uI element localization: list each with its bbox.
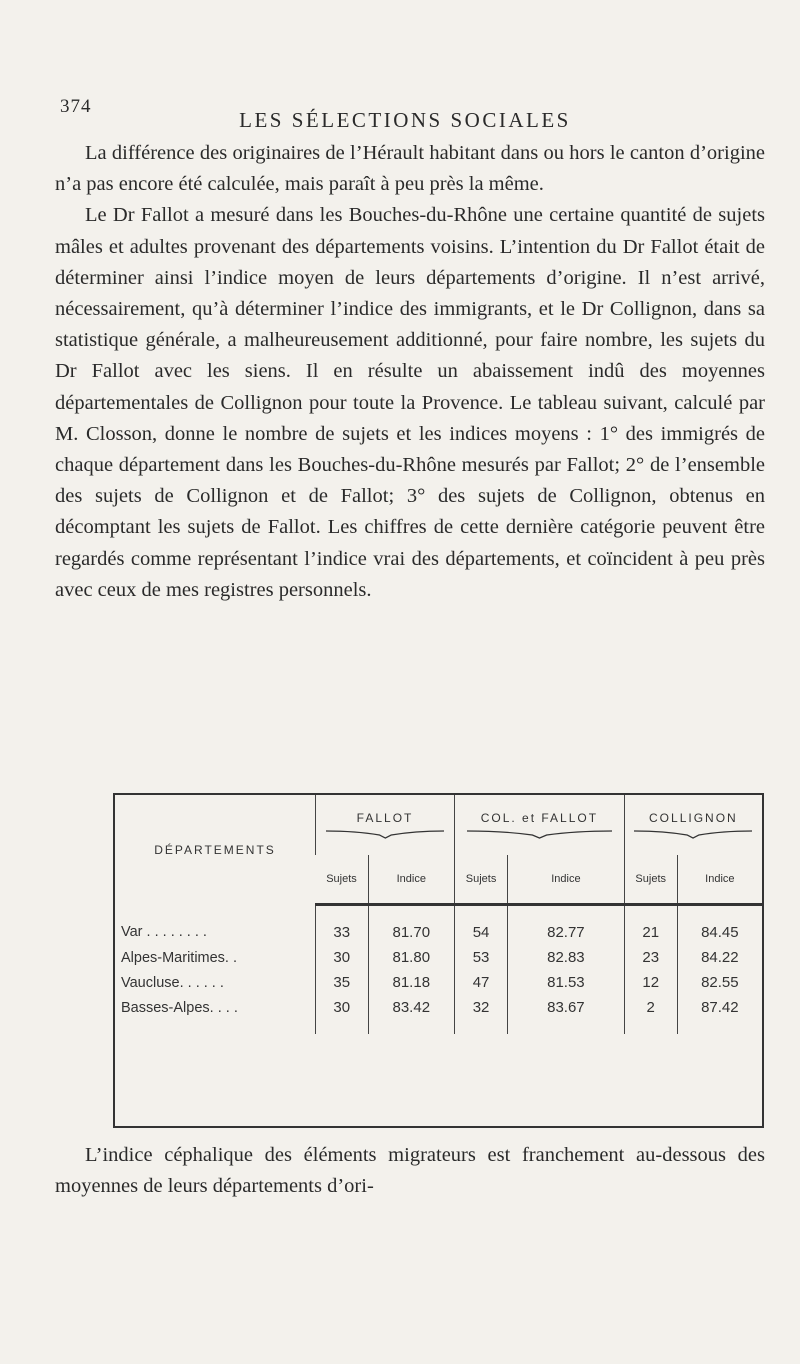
group-label: COLLIGNON	[649, 811, 738, 825]
cell: 53	[455, 945, 508, 970]
brace-icon	[467, 829, 612, 839]
cell: 83.67	[508, 995, 625, 1034]
paragraph-2: Le Dr Fallot a mesuré dans les Bouches-du-Rhône une certaine quantité de sujets mâles et adultes provenant des départements voisins. L’intention du Dr Fallot était de déterminer ainsi l’indice moyen de leurs départements d’origine. Il n’est arrivé, nécessairement, qu’à déterminer l’indice des immigrants, et le Dr Collignon, dans sa statistique générale, a malheureusement additionné, pour faire nombre, les sujets du Dr Fallot avec les siens. Il en résulte un abaissement indû des moyennes départementales de Collignon pour toute la Provence. Le tableau suivant, calculé par M. Closson, donne le nombre de sujets et les indices moyens : 1° des immigrés de chaque département dans les Bouches-du-Rhône mesurés par Fallot; 2° de l’ensemble des sujets de Collignon et de Fallot; 3° des sujets de Collignon, obtenus en décomptant les sujets de Fallot. Les chiffres de cette dernière catégorie peuvent être regardés comme représentant l’indice vrai des départements, et coïncident à peu près avec ceux de mes registres personnels.	[55, 204, 765, 601]
paragraph-3: L’indice céphalique des éléments migrateurs est franchement au-dessous des moyennes de leurs départements d’ori-	[55, 1144, 765, 1198]
group-header-col-fallot	[455, 795, 625, 855]
group-header-fallot	[316, 795, 455, 855]
subheader-indice: Indice	[508, 855, 625, 905]
table-row	[115, 905, 762, 946]
dept-name: Var . . . . . . . .	[121, 923, 207, 940]
cell: 82.55	[677, 970, 762, 995]
cell: 81.70	[368, 905, 455, 946]
page-header	[60, 96, 750, 132]
cell: 54	[455, 905, 508, 946]
brace-icon	[326, 829, 445, 839]
subheader-sujets: Sujets	[316, 855, 369, 905]
dept-name: Basses-Alpes. . . .	[121, 999, 238, 1016]
dept-header: DÉPARTEMENTS	[154, 842, 276, 857]
cell: 2	[624, 995, 677, 1034]
table-row	[115, 995, 762, 1034]
running-head: LES SÉLECTIONS SOCIALES	[239, 108, 571, 132]
subheader-sujets: Sujets	[624, 855, 677, 905]
cell: 82.83	[508, 945, 625, 970]
cell: 32	[455, 995, 508, 1034]
cell: 82.77	[508, 905, 625, 946]
cell: 81.80	[368, 945, 455, 970]
cell: 81.53	[508, 970, 625, 995]
subheader-indice: Indice	[368, 855, 455, 905]
data-table	[113, 793, 764, 1128]
subheader-sujets: Sujets	[455, 855, 508, 905]
paragraph-1: La différence des originaires de l’Hérault habitant dans ou hors le canton d’origine n’a pas encore été calculée, mais paraît à peu près la même.	[55, 142, 765, 196]
group-label: COL. et FALLOT	[480, 811, 599, 825]
cell: 83.42	[368, 995, 455, 1034]
subheader-indice: Indice	[677, 855, 762, 905]
cell: 30	[316, 945, 369, 970]
dept-name: Alpes-Maritimes. .	[121, 949, 238, 966]
cell: 84.22	[677, 945, 762, 970]
group-header-collignon	[624, 795, 762, 855]
cell: 81.18	[368, 970, 455, 995]
table-row	[115, 945, 762, 970]
cell: 30	[316, 995, 369, 1034]
closing-text	[55, 1140, 765, 1202]
body-text	[55, 138, 765, 606]
cell: 21	[624, 905, 677, 946]
cell: 23	[624, 945, 677, 970]
dept-name: Vaucluse. . . . . .	[121, 974, 224, 991]
cell: 12	[624, 970, 677, 995]
cell: 47	[455, 970, 508, 995]
brace-icon	[634, 829, 752, 839]
page-number: 374	[60, 96, 92, 117]
cell: 84.45	[677, 905, 762, 946]
group-label: FALLOT	[356, 811, 414, 825]
table-row	[115, 970, 762, 995]
cell: 33	[316, 905, 369, 946]
cell: 87.42	[677, 995, 762, 1034]
cell: 35	[316, 970, 369, 995]
